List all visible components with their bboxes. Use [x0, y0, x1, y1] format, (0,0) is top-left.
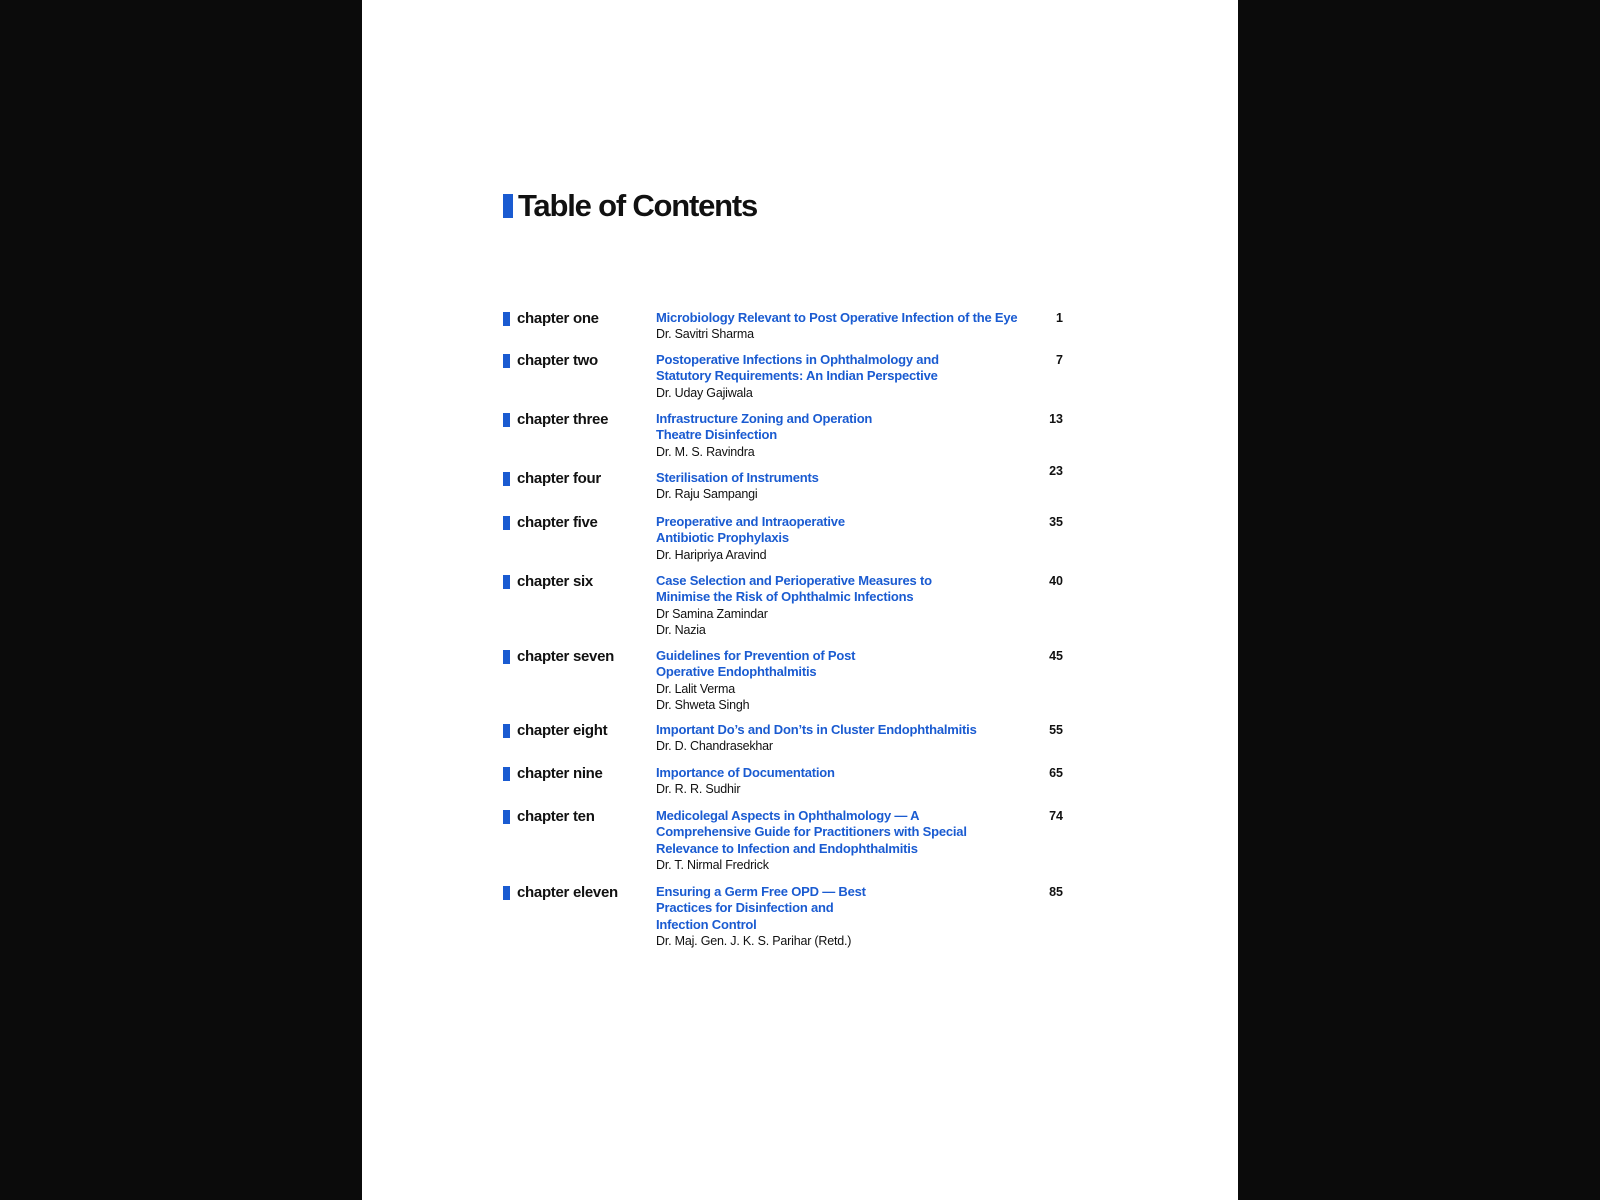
chapter-marker — [503, 767, 510, 781]
chapter-label — [503, 808, 595, 825]
chapter-title-line[interactable]: Statutory Requirements: An Indian Perspective — [656, 368, 938, 384]
chapter-label-text: chapter four — [517, 470, 601, 487]
page-number: 85 — [1049, 885, 1063, 899]
chapter-label-text: chapter one — [517, 310, 599, 327]
chapter-content — [656, 573, 1026, 638]
chapter-author: Dr. Lalit Verma — [656, 681, 735, 696]
chapter-title-line[interactable]: Medicolegal Aspects in Ophthalmology — A — [656, 808, 920, 823]
chapter-content — [656, 648, 1026, 713]
chapter-author: Dr. D. Chandrasekhar — [656, 739, 773, 754]
document-page — [362, 0, 1238, 1200]
chapter-marker — [503, 650, 510, 664]
page-number: 55 — [1049, 723, 1063, 737]
page-number: 7 — [1056, 353, 1063, 367]
page-number: 35 — [1049, 515, 1063, 529]
page-number: 23 — [1049, 464, 1063, 478]
chapter-title-line[interactable]: Theatre Disinfection — [656, 427, 777, 443]
chapter-title-line[interactable]: Comprehensive Guide for Practitioners with Special — [656, 824, 967, 840]
chapter-author: Dr. Shweta Singh — [656, 697, 750, 712]
chapter-label — [503, 470, 601, 487]
chapter-title-line[interactable]: Importance of Documentation — [656, 765, 835, 780]
chapter-marker — [503, 312, 510, 326]
chapter-author: Dr. Raju Sampangi — [656, 487, 758, 502]
chapter-label — [503, 352, 598, 369]
chapter-marker — [503, 810, 510, 824]
chapter-label-text: chapter nine — [517, 765, 603, 782]
chapter-author: Dr. T. Nirmal Fredrick — [656, 857, 769, 872]
chapter-label — [503, 765, 603, 782]
chapter-label — [503, 310, 599, 327]
chapter-label-text: chapter eight — [517, 722, 608, 739]
chapter-title-line[interactable]: Ensuring a Germ Free OPD — Best — [656, 884, 866, 899]
chapter-title-line[interactable]: Case Selection and Perioperative Measures to — [656, 573, 932, 588]
chapter-author: Dr. M. S. Ravindra — [656, 444, 755, 459]
chapter-label-text: chapter two — [517, 352, 598, 369]
chapter-content — [656, 514, 1026, 563]
chapter-marker — [503, 516, 510, 530]
chapter-label-text: chapter ten — [517, 808, 595, 825]
chapter-marker — [503, 724, 510, 738]
page-number: 1 — [1056, 311, 1063, 325]
chapter-content — [656, 884, 1026, 949]
page-number: 13 — [1049, 412, 1063, 426]
chapter-title-line[interactable]: Important Do’s and Don’ts in Cluster Endophthalmitis — [656, 722, 977, 737]
chapter-author: Dr Samina Zamindar — [656, 606, 768, 621]
chapter-marker — [503, 413, 510, 427]
chapter-label-text: chapter seven — [517, 648, 614, 665]
chapter-label-text: chapter five — [517, 514, 598, 531]
page-title: Table of Contents — [518, 188, 758, 223]
chapter-author: Dr. Maj. Gen. J. K. S. Parihar (Retd.) — [656, 933, 852, 948]
page-number: 40 — [1049, 574, 1063, 588]
chapter-author: Dr. Nazia — [656, 622, 706, 637]
chapter-marker — [503, 886, 510, 900]
chapter-title-line[interactable]: Relevance to Infection and Endophthalmitis — [656, 840, 918, 856]
chapter-label — [503, 411, 608, 428]
toc-entry-chapter-ten[interactable] — [503, 808, 1063, 888]
chapter-content — [656, 808, 1026, 873]
chapter-marker — [503, 354, 510, 368]
chapter-content — [656, 765, 1026, 798]
chapter-label — [503, 573, 593, 590]
chapter-title-line[interactable]: Antibiotic Prophylaxis — [656, 530, 789, 546]
chapter-title-line[interactable]: Infection Control — [656, 916, 757, 932]
chapter-label-text: chapter eleven — [517, 884, 618, 901]
chapter-label — [503, 514, 598, 531]
chapter-content — [656, 310, 1026, 343]
toc-entry-chapter-seven[interactable] — [503, 648, 1063, 728]
chapter-content — [656, 411, 1026, 460]
chapter-content — [656, 470, 1026, 503]
chapter-marker — [503, 472, 510, 486]
chapter-title-line[interactable]: Microbiology Relevant to Post Operative Infection of the Eye — [656, 310, 1018, 325]
chapter-content — [656, 722, 1026, 755]
chapter-title-line[interactable]: Practices for Disinfection and — [656, 900, 834, 916]
toc-heading — [503, 188, 757, 224]
page-number: 65 — [1049, 766, 1063, 780]
chapter-label-text: chapter three — [517, 411, 609, 428]
chapter-label — [503, 722, 607, 739]
chapter-marker — [503, 575, 510, 589]
heading-accent-bar — [503, 194, 513, 218]
page-number: 45 — [1049, 649, 1063, 663]
chapter-author: Dr. Savitri Sharma — [656, 327, 754, 342]
chapter-title-line[interactable]: Infrastructure Zoning and Operation — [656, 411, 873, 426]
toc-entry-chapter-eleven[interactable] — [503, 884, 1063, 964]
chapter-title-line[interactable]: Minimise the Risk of Ophthalmic Infections — [656, 589, 914, 605]
chapter-label — [503, 884, 618, 901]
chapter-label — [503, 648, 614, 665]
toc-entry-chapter-six[interactable] — [503, 573, 1063, 653]
chapter-content — [656, 352, 1026, 401]
chapter-author: Dr. Haripriya Aravind — [656, 547, 767, 562]
page-number: 74 — [1049, 809, 1063, 823]
chapter-title-line[interactable]: Postoperative Infections in Ophthalmology and — [656, 352, 939, 367]
chapter-title-line[interactable]: Preoperative and Intraoperative — [656, 514, 845, 529]
chapter-author: Dr. Uday Gajiwala — [656, 385, 753, 400]
chapter-author: Dr. R. R. Sudhir — [656, 782, 741, 797]
chapter-title-line[interactable]: Sterilisation of Instruments — [656, 470, 819, 485]
chapter-title-line[interactable]: Operative Endophthalmitis — [656, 664, 817, 680]
chapter-title-line[interactable]: Guidelines for Prevention of Post — [656, 648, 856, 663]
chapter-label-text: chapter six — [517, 573, 593, 590]
